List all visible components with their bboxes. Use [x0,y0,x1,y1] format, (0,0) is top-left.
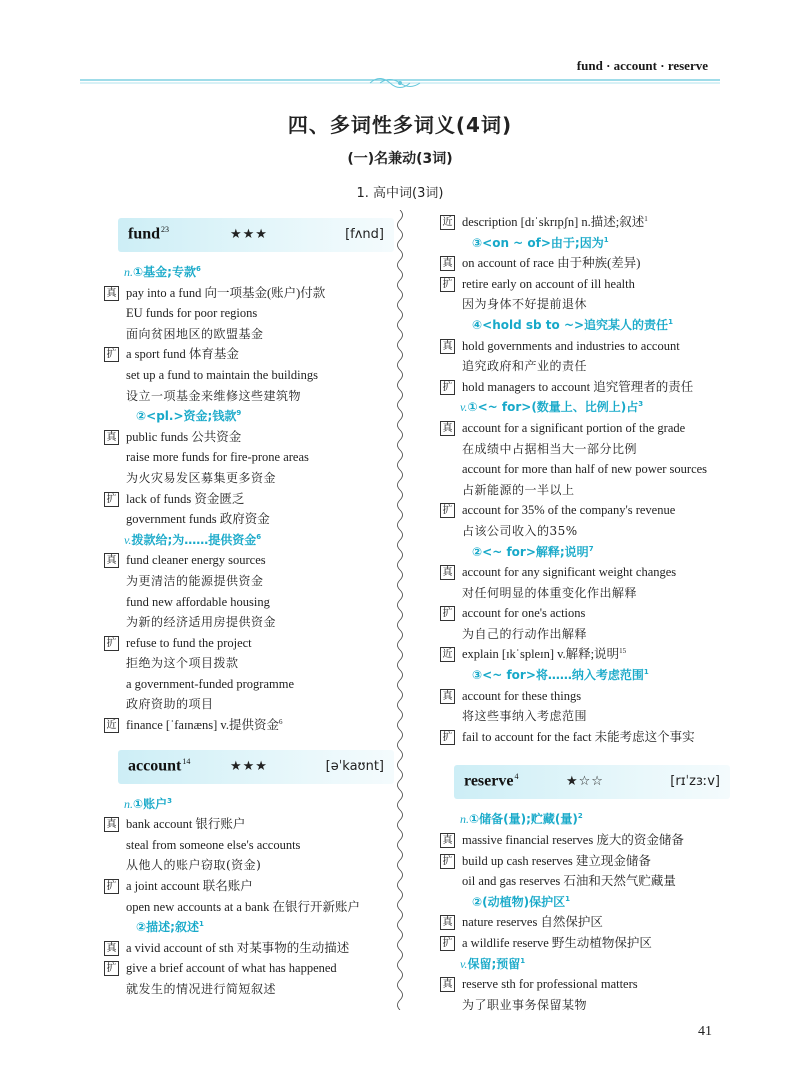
related-word-line: 近 description [dɪˈskrɪpʃn] n.描述;叙述$^1$ [440,212,730,233]
translation-line: 拒绝为这个项目拨款 [126,656,239,671]
example-line: fund new affordable housing [126,594,270,609]
column-divider [394,210,406,1010]
tag-zhen: 真 [104,941,119,956]
example-line: 真 account for any significant weight changes [440,562,730,583]
frequency: 4 [514,772,519,782]
right-column [440,212,730,1015]
translation-line: 因为身体不好提前退休 [462,297,588,312]
page-number: 41 [698,1024,712,1039]
translation-line: 从他人的账户窃取(资金) [126,858,262,873]
example-line: 扩 refuse to fund the project [104,633,394,654]
example-line: 真 fund cleaner energy sources [104,550,394,571]
tag-zhen: 真 [104,286,119,301]
sense-line: ②描述;叙述$^1$ [136,920,204,935]
example-line: account for more than half of new power sources [462,462,708,477]
example-line: 真 a vivid account of sth 对某事物的生动描述 [104,938,394,959]
tag-jin: 近 [440,215,455,230]
tag-kuo: 扩 [440,503,455,518]
header-ornament-rule [80,76,720,90]
translation-line: 为自己的行动作出解释 [462,626,588,641]
phonetic: [rɪˈzɜːv] [670,774,720,790]
example-line: 扩 retire early on account of ill health [440,274,730,295]
example-line: 真 hold governments and industries to account [440,336,730,357]
headword: fund$^{23}$ [128,225,170,243]
example-line: 真 public funds 公共资金 [104,427,394,448]
example-line: 扩 lack of funds 资金匮乏 [104,489,394,510]
sense-line: ④<hold sb to ~>追究某人的责任$^1$ [472,317,673,332]
tag-kuo: 扩 [104,961,119,976]
example-line: 扩 give a brief account of what has happened [104,958,394,979]
tag-zhen: 真 [440,915,455,930]
headword: account$^{14}$ [128,756,191,774]
frequency: 23 [161,225,170,234]
tag-kuo: 扩 [440,380,455,395]
example-line: oil and gas reserves 石油和天然气贮藏量 [462,874,676,889]
translation-line: 就发生的情况进行简短叙述 [126,982,277,996]
translation-line: 设立一项基金来维修这些建筑物 [126,388,302,403]
section-subtitle: (一)名兼动(3词) [347,151,453,167]
tag-kuo: 扩 [104,347,119,362]
translation-line: 对任何明显的体重变化作出解释 [462,585,638,600]
tag-kuo: 扩 [104,636,119,651]
translation-line: 政府资助的项目 [126,697,214,712]
related-word-line: 近 explain [ɪkˈspleɪn] v.解释;说明$^{15}$ [440,644,730,665]
example-line: steal from someone else's accounts [126,837,301,852]
example-line: 真 reserve sth for professional matters [440,974,730,995]
tag-kuo: 扩 [440,730,455,745]
left-column [104,218,394,1000]
phonetic: [əˈkaʊnt] [325,758,384,774]
translation-line: 为新的经济适用房提供资金 [126,615,277,630]
tag-zhen: 真 [440,565,455,580]
frequency: 14 [182,756,191,766]
sense-line: ③<~ for>将……纳入考虑范围$^1$ [472,668,649,683]
page-title: 四、多词性多词义(4词) [287,113,513,137]
example-line: 真 massive financial reserves 庞大的资金储备 [440,830,730,851]
phonetic: [fʌnd] [345,227,384,242]
tag-zhen: 真 [104,553,119,568]
example-line: 真 account for these things [440,686,730,707]
word-card-reserve [454,765,730,799]
sense-line: v.保留;预留$^1$ [460,956,526,971]
example-line: set up a fund to maintain the buildings [126,367,318,382]
tag-zhen: 真 [440,833,455,848]
tag-kuo: 扩 [440,606,455,621]
example-line: EU funds for poor regions [126,306,258,321]
related-word-line: 近 finance [ˈfaɪnæns] v.提供资金$^6$ [104,715,394,736]
sense-line: ②<~ for>解释;说明$^7$ [472,544,594,559]
example-line: government funds 政府资金 [126,512,270,527]
example-line: open new accounts at a bank 在银行开新账户 [126,899,360,914]
tag-zhen: 真 [440,977,455,992]
example-line: 真 pay into a fund 向一项基金(账户)付款 [104,283,394,304]
headword: reserve$^4$ [464,772,519,790]
sense-line: n.①基金;专款$^6$ [124,265,201,279]
tag-jin: 近 [104,718,119,733]
example-line: 扩 account for one's actions [440,603,730,624]
level-title: 1. 高中词(3词) [356,186,444,201]
example-line: 真 nature reserves 自然保护区 [440,912,730,933]
translation-line: 占新能源的一半以上 [462,482,575,497]
translation-line: 面向贫困地区的欧盟基金 [126,326,264,341]
example-line: 真 account for a significant portion of the grade [440,418,730,439]
sense-line: v.拨款给;为……提供资金$^6$ [124,532,262,547]
translation-line: 为更清洁的能源提供资金 [126,573,264,588]
tag-kuo: 扩 [440,936,455,951]
example-line: 扩 a joint account 联名账户 [104,876,394,897]
translation-line: 追究政府和产业的责任 [462,359,588,374]
running-head: fund · account · reserve [576,58,708,73]
sense-line: ②<pl.>资金;钱款$^9$ [136,409,242,424]
translation-line: 在成绩中占据相当大一部分比例 [462,441,638,456]
sense-line: n.①账户$^3$ [124,796,173,811]
example-line: 扩 hold managers to account 追究管理者的责任 [440,377,730,398]
tag-jin: 近 [440,647,455,662]
sense-line: v.①<~ for>(数量上、比例上)占$^3$ [460,400,644,415]
sense-line: ②(动植物)保护区$^1$ [472,894,571,909]
sense-line: ③<on ~ of>由于;因为$^1$ [472,235,609,250]
tag-zhen: 真 [440,689,455,704]
sense-line: n.①储备(量);贮藏(量)$^2$ [460,812,583,827]
tag-kuo: 扩 [104,879,119,894]
example-line: 真 bank account 银行账户 [104,814,394,835]
tag-zhen: 真 [104,817,119,832]
tag-zhen: 真 [104,430,119,445]
example-line: 扩 a wildlife reserve 野生动植物保护区 [440,933,730,954]
example-line: a government-funded programme [126,676,294,691]
example-line: 扩 fail to account for the fact 未能考虑这个事实 [440,727,730,748]
translation-line: 占该公司收入的35% [462,523,578,538]
tag-kuo: 扩 [440,854,455,869]
tag-zhen: 真 [440,421,455,436]
translation-line: 为火灾易发区募集更多资金 [126,470,277,485]
word-card-account [118,750,394,784]
tag-kuo: 扩 [104,492,119,507]
tag-zhen: 真 [440,256,455,271]
example-line: 真 on account of race 由于种族(差异) [440,253,730,274]
translation-line: 为了职业事务保留某物 [462,997,588,1012]
star-rating: ★☆☆ [566,774,604,790]
tag-zhen: 真 [440,339,455,354]
word-card-fund [118,218,394,252]
translation-line: 将这些事纳入考虑范围 [462,709,588,724]
star-rating: ★★★ [230,227,268,242]
star-rating: ★★★ [230,758,268,774]
example-line: 扩 a sport fund 体育基金 [104,344,394,365]
example-line: 扩 build up cash reserves 建立现金储备 [440,851,730,872]
example-line: 扩 account for 35% of the company's revenue [440,500,730,521]
tag-kuo: 扩 [440,277,455,292]
example-line: raise more funds for fire-prone areas [126,450,309,465]
